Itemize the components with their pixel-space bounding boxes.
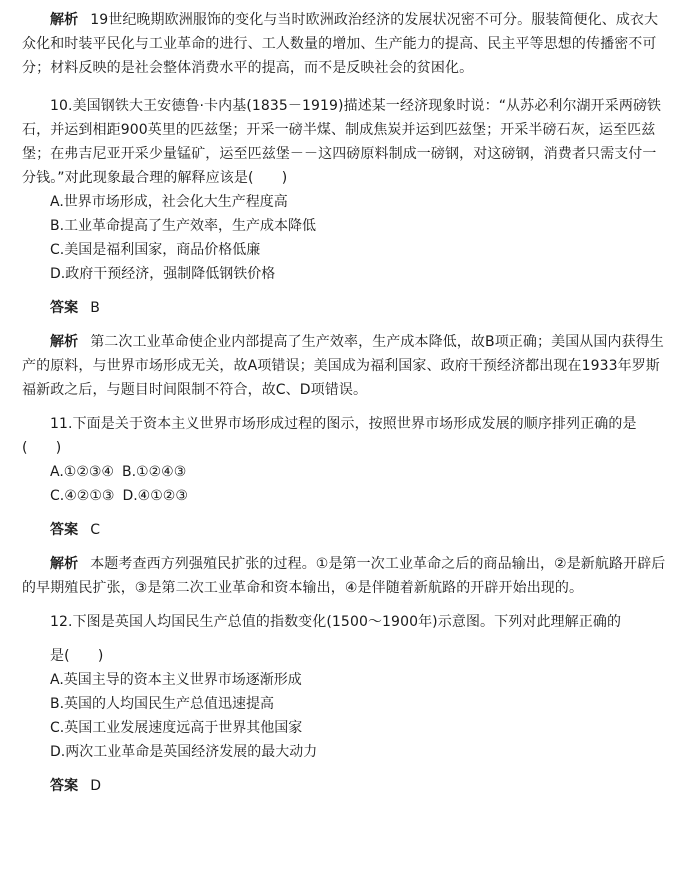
answer-label: 答案 <box>50 522 79 538</box>
question-11-option-a: A.①②③④ <box>50 464 114 480</box>
question-12-option-b: B.英国的人均国民生产总值迅速提高 <box>50 696 275 712</box>
analysis-9 <box>22 8 670 80</box>
question-10-option-b: B.工业革命提高了生产效率，生产成本降低 <box>50 218 317 234</box>
question-12-answer <box>22 774 670 798</box>
question-11-options-row-1 <box>22 460 670 484</box>
analysis-text: 本题考查西方列强殖民扩张的过程。①是第一次工业革命之后的商品输出，②是新航路开辟后的早期殖民扩张，③是第二次工业革命和资本输出，④是伴随着新航路的开辟开始出现的。 <box>22 556 666 596</box>
question-10-analysis <box>22 330 670 402</box>
analysis-text: 第二次工业革命使企业内部提高了生产效率，生产成本降低，故B项正确；美国从国内获得生产的原料，与世界市场形成无关，故A项错误；美国成为福利国家、政府干预经济都出现在1933年罗斯福新政之后，与题目时间限制不符合，故C、D项错误。 <box>22 334 664 398</box>
question-10-option-c: C.美国是福利国家，商品价格低廉 <box>50 242 261 258</box>
analysis-label: 解析 <box>50 12 79 28</box>
question-11-answer <box>22 518 670 542</box>
question-10-option-a: A.世界市场形成，社会化大生产程度高 <box>50 194 288 210</box>
answer-value: D <box>90 778 102 794</box>
question-11-analysis <box>22 552 670 600</box>
answer-label: 答案 <box>50 778 79 794</box>
question-11-option-d: D.④①②③ <box>122 488 188 504</box>
question-12-stem-line-2: 是( ) <box>50 648 104 664</box>
question-12-option-c: C.英国工业发展速度远高于世界其他国家 <box>50 720 303 736</box>
question-10-stem: 10.美国钢铁大王安德鲁·卡内基(1835－1919)描述某一经济现象时说：“从苏必利尔湖开采两磅铁石，并运到相距900英里的匹兹堡；开采一磅半煤、制成焦炭并运到匹兹堡；开采半磅石灰，运至匹兹堡；在弗吉尼亚开采少量锰矿，运至匹兹堡－－这四磅原料制成一磅钢，对这磅钢，消费者只需支付一分钱。”对此现象最合理的解释应该是( ) <box>22 98 662 186</box>
analysis-label: 解析 <box>50 556 79 572</box>
analysis-text: 19世纪晚期欧洲服饰的变化与当时欧洲政治经济的发展状况密不可分。服装简便化、成衣大众化和时装平民化与工业革命的进行、工人数量的增加、生产能力的提高、民主平等思想的传播密不可分；材料反映的是社会整体消费水平的提高，而不是反映社会的贫困化。 <box>22 12 659 76</box>
question-10-answer <box>22 296 670 320</box>
question-12-option-a: A.英国主导的资本主义世界市场逐渐形成 <box>50 672 302 688</box>
answer-value: C <box>90 522 101 538</box>
answer-label: 答案 <box>50 300 79 316</box>
question-10-option-d: D.政府干预经济，强制降低钢铁价格 <box>50 266 276 282</box>
answer-value: B <box>90 300 100 316</box>
question-11-stem: 11.下面是关于资本主义世界市场形成过程的图示，按照世界市场形成发展的顺序排列正确的是( ) <box>22 416 637 456</box>
analysis-label: 解析 <box>50 334 79 350</box>
question-11-options-row-2 <box>22 484 670 508</box>
question-12-option-d: D.两次工业革命是英国经济发展的最大动力 <box>50 744 318 760</box>
question-11-option-b: B.①②④③ <box>121 464 187 480</box>
question-11-option-c: C.④②①③ <box>50 488 115 504</box>
question-12-stem-line-1: 12.下图是英国人均国民生产总值的指数变化(1500～1900年)示意图。下列对此理解正确的 <box>50 614 622 630</box>
